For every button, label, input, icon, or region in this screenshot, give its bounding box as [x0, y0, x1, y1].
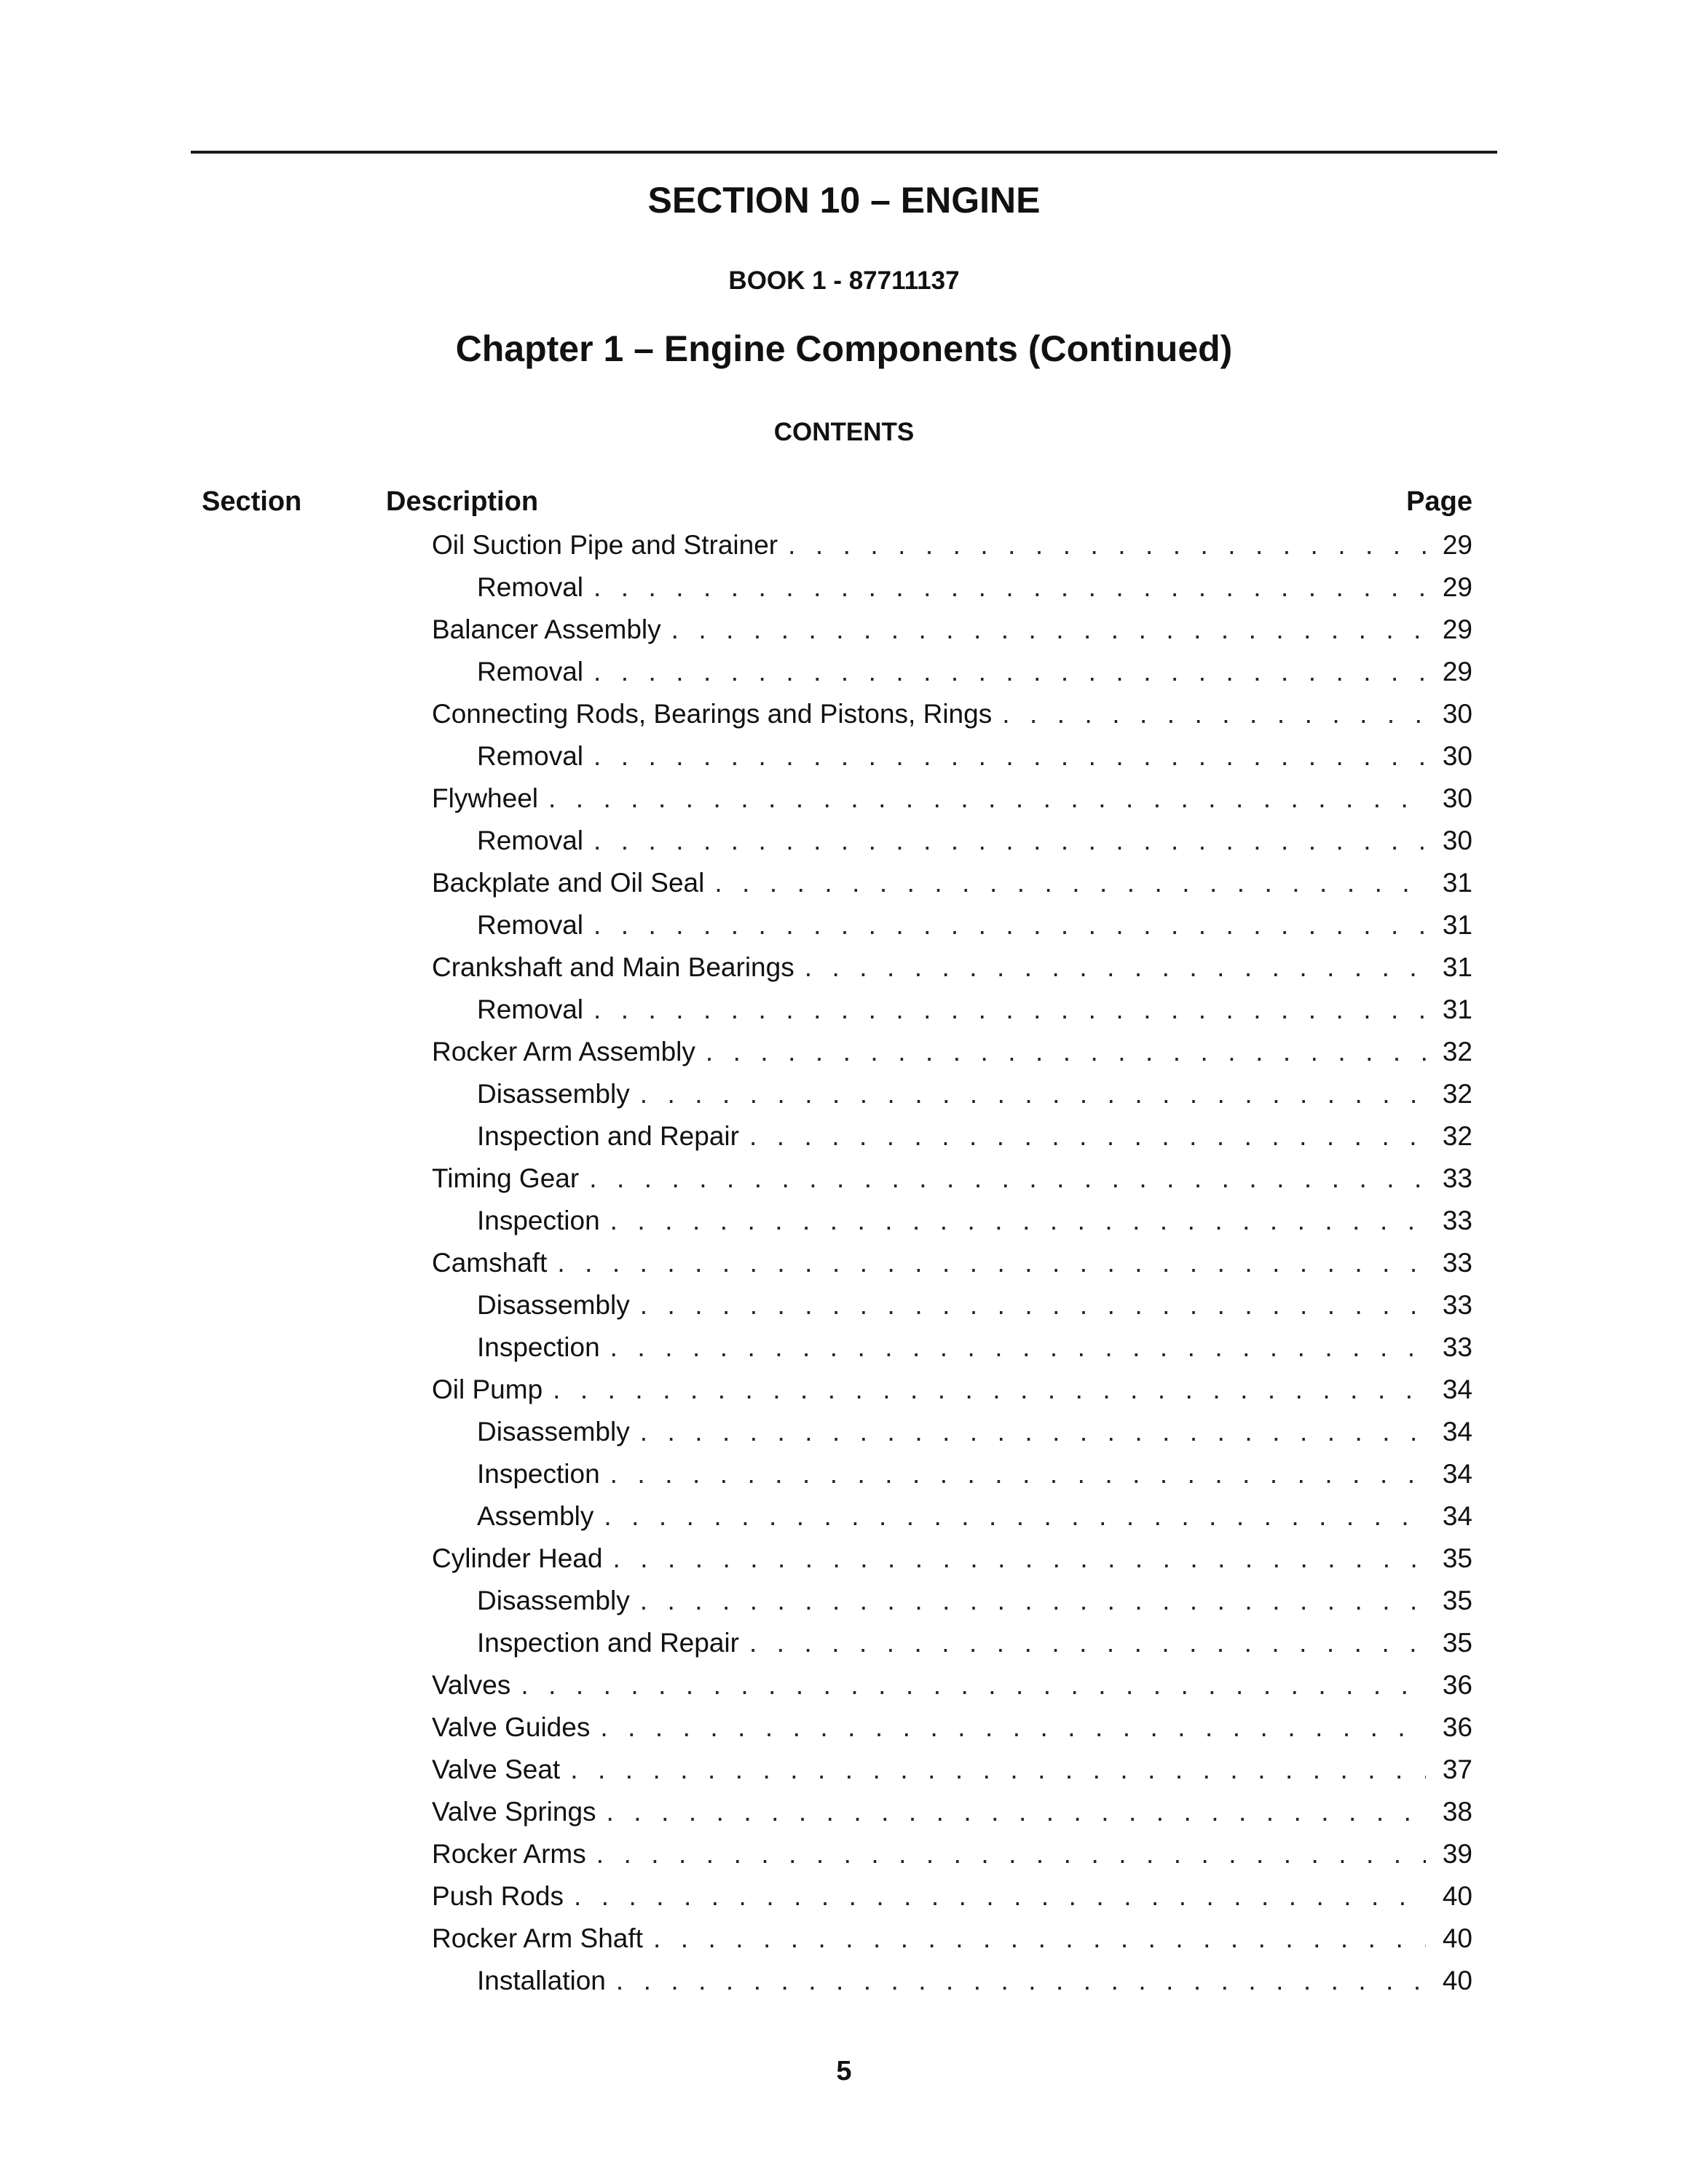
toc-entry-label: Inspection [477, 1206, 600, 1235]
dot-leader [604, 1495, 1426, 1538]
toc-entry[interactable] [0, 1706, 1688, 1749]
toc-entry-label: Removal [477, 572, 583, 602]
toc-entry[interactable] [0, 1031, 1688, 1073]
toc-entry-text [477, 1115, 1426, 1158]
toc-entry[interactable] [0, 1369, 1688, 1411]
toc-entry-label: Oil Suction Pipe and Strainer [432, 530, 778, 560]
toc-entry-page: 30 [1442, 826, 1472, 855]
toc-entry-text [432, 609, 1426, 651]
toc-entry-text [432, 1749, 1426, 1791]
toc-entry-page: 36 [1442, 1670, 1472, 1700]
toc-entry-page: 29 [1442, 657, 1472, 687]
toc-entry-text [432, 778, 1426, 820]
toc-entry-text [477, 735, 1426, 778]
toc-entry-page: 36 [1442, 1712, 1472, 1742]
toc-entry-page: 40 [1442, 1881, 1472, 1911]
toc-entry[interactable] [0, 735, 1688, 778]
dot-leader [593, 735, 1426, 778]
toc-entry-page: 37 [1442, 1754, 1472, 1784]
toc-entry-label: Assembly [477, 1501, 594, 1531]
toc-entry-label: Removal [477, 994, 583, 1024]
chapter-title: Chapter 1 – Engine Components (Continued) [455, 328, 1233, 369]
toc-entry-page: 29 [1442, 530, 1472, 560]
toc-entry-label: Rocker Arm Shaft [432, 1923, 643, 1953]
toc-entry-page: 35 [1442, 1543, 1472, 1573]
toc-entry-label: Oil Pump [432, 1374, 543, 1404]
toc-entry-page: 31 [1442, 994, 1472, 1024]
dot-leader [557, 1242, 1426, 1284]
toc-entry-label: Rocker Arms [432, 1839, 586, 1869]
toc-entry[interactable] [0, 651, 1688, 693]
section-title: SECTION 10 – ENGINE [647, 180, 1041, 221]
toc-entry-page: 33 [1442, 1163, 1472, 1193]
dot-leader [593, 820, 1426, 862]
dot-leader [714, 862, 1426, 904]
dot-leader [607, 1791, 1426, 1833]
toc-entry-text [432, 1031, 1426, 1073]
dot-leader [593, 904, 1426, 946]
toc-entry-page: 29 [1442, 614, 1472, 644]
toc-entry-page: 35 [1442, 1586, 1472, 1615]
toc-entry[interactable] [0, 1960, 1688, 2002]
toc-entry-label: Timing Gear [432, 1163, 580, 1193]
toc-entry-text [432, 1833, 1426, 1875]
dot-leader [600, 1706, 1426, 1749]
toc-entry-label: Inspection [477, 1332, 600, 1362]
toc-entry-page: 32 [1442, 1121, 1472, 1151]
toc-entry[interactable] [0, 1875, 1688, 1918]
toc-entry-text [477, 1411, 1426, 1453]
toc-entry-text [432, 1158, 1426, 1200]
toc-entry-page: 33 [1442, 1206, 1472, 1235]
toc-entry[interactable] [0, 1411, 1688, 1453]
toc-entry-text [432, 946, 1426, 989]
dot-leader [616, 1960, 1426, 2002]
toc-entry[interactable] [0, 1833, 1688, 1875]
dot-leader [612, 1538, 1426, 1580]
toc-entry-page: 35 [1442, 1628, 1472, 1658]
toc-entry-label: Disassembly [477, 1079, 630, 1109]
toc-entry[interactable] [0, 862, 1688, 904]
toc-entry[interactable] [0, 1200, 1688, 1242]
toc-entry-label: Disassembly [477, 1586, 630, 1615]
toc-entry-page: 32 [1442, 1037, 1472, 1067]
toc-entry[interactable] [0, 1115, 1688, 1158]
toc-entry-text [477, 1580, 1426, 1622]
toc-entry-text [432, 862, 1426, 904]
toc-entry-text [477, 1200, 1426, 1242]
dot-leader [788, 524, 1426, 566]
toc-entry-label: Disassembly [477, 1290, 630, 1320]
toc-entry[interactable] [0, 1158, 1688, 1200]
toc-entry-text [432, 693, 1426, 735]
toc-entry[interactable] [0, 1580, 1688, 1622]
toc-entry-page: 30 [1442, 699, 1472, 729]
dot-leader [589, 1158, 1426, 1200]
toc-entry[interactable] [0, 1284, 1688, 1326]
dot-leader [653, 1918, 1426, 1960]
toc-entry[interactable] [0, 1453, 1688, 1495]
toc-entry-page: 34 [1442, 1374, 1472, 1404]
dot-leader [596, 1833, 1426, 1875]
toc-entry-label: Removal [477, 657, 583, 687]
column-header-description: Description [386, 486, 539, 517]
toc-entry-text [477, 1622, 1426, 1664]
table-of-contents [0, 524, 1688, 2002]
toc-entry-page: 33 [1442, 1290, 1472, 1320]
toc-entry[interactable] [0, 609, 1688, 651]
toc-entry-label: Inspection and Repair [477, 1121, 739, 1151]
toc-entry-page: 29 [1442, 572, 1472, 602]
dot-leader [671, 609, 1426, 651]
dot-leader [640, 1073, 1426, 1115]
toc-entry-page: 40 [1442, 1923, 1472, 1953]
toc-entry-page: 31 [1442, 952, 1472, 982]
dot-leader [1002, 693, 1426, 735]
toc-entry-label: Camshaft [432, 1248, 548, 1278]
toc-entry-page: 38 [1442, 1797, 1472, 1827]
toc-entry[interactable] [0, 1791, 1688, 1833]
dot-leader [640, 1411, 1426, 1453]
toc-entry-page: 30 [1442, 741, 1472, 771]
toc-entry-text [477, 989, 1426, 1031]
toc-entry-label: Inspection [477, 1459, 600, 1489]
column-header-page: Page [1406, 486, 1472, 517]
toc-entry-text [477, 651, 1426, 693]
toc-entry-label: Inspection and Repair [477, 1628, 739, 1658]
book-number: BOOK 1 - 87711137 [728, 266, 960, 295]
toc-entry[interactable] [0, 1242, 1688, 1284]
toc-entry-text [477, 1326, 1426, 1369]
toc-entry-text [432, 1242, 1426, 1284]
toc-entry-label: Removal [477, 910, 583, 940]
toc-entry-page: 34 [1442, 1501, 1472, 1531]
dot-leader [593, 566, 1426, 609]
toc-entry-label: Push Rods [432, 1881, 564, 1911]
toc-entry[interactable] [0, 1918, 1688, 1960]
toc-entry[interactable] [0, 946, 1688, 989]
dot-leader [640, 1580, 1426, 1622]
toc-entry-text [477, 904, 1426, 946]
toc-entry-text [477, 1453, 1426, 1495]
dot-leader [593, 651, 1426, 693]
toc-entry-page: 40 [1442, 1966, 1472, 1995]
toc-entry-label: Valve Guides [432, 1712, 591, 1742]
toc-entry-text [432, 1791, 1426, 1833]
toc-entry-page: 39 [1442, 1839, 1472, 1869]
dot-leader [570, 1749, 1426, 1791]
toc-entry-label: Removal [477, 741, 583, 771]
toc-entry-text [477, 1960, 1426, 2002]
toc-entry-page: 33 [1442, 1248, 1472, 1278]
dot-leader [553, 1369, 1426, 1411]
toc-entry-label: Valve Springs [432, 1797, 596, 1827]
toc-entry-page: 30 [1442, 783, 1472, 813]
toc-entry-text [432, 1664, 1426, 1706]
toc-entry[interactable] [0, 1622, 1688, 1664]
dot-leader [610, 1453, 1426, 1495]
toc-entry-page: 31 [1442, 868, 1472, 898]
contents-heading: CONTENTS [773, 418, 915, 446]
toc-entry[interactable] [0, 524, 1688, 566]
toc-entry[interactable] [0, 693, 1688, 735]
dot-leader [521, 1664, 1426, 1706]
toc-entry-label: Disassembly [477, 1417, 630, 1447]
toc-entry[interactable] [0, 566, 1688, 609]
dot-leader [548, 778, 1426, 820]
toc-entry-text [432, 524, 1426, 566]
dot-leader [593, 989, 1426, 1031]
toc-entry-text [477, 1495, 1426, 1538]
toc-entry-page: 34 [1442, 1459, 1472, 1489]
dot-leader [610, 1326, 1426, 1369]
dot-leader [706, 1031, 1426, 1073]
toc-entry-text [477, 1284, 1426, 1326]
toc-entry-label: Removal [477, 826, 583, 855]
dot-leader [749, 1115, 1426, 1158]
dot-leader [610, 1200, 1426, 1242]
toc-entry[interactable] [0, 1749, 1688, 1791]
toc-entry-page: 34 [1442, 1417, 1472, 1447]
toc-entry-label: Connecting Rods, Bearings and Pistons, Rings [432, 699, 993, 729]
toc-entry[interactable] [0, 1326, 1688, 1369]
column-header-section: Section [202, 486, 302, 517]
toc-entry-label: Balancer Assembly [432, 614, 661, 644]
toc-entry-text [432, 1875, 1426, 1918]
toc-entry-text [432, 1538, 1426, 1580]
top-rule [191, 151, 1497, 154]
toc-entry[interactable] [0, 1073, 1688, 1115]
toc-entry-label: Crankshaft and Main Bearings [432, 952, 794, 982]
page-number: 5 [836, 2056, 852, 2086]
toc-entry-text [477, 820, 1426, 862]
toc-entry-text [477, 566, 1426, 609]
toc-entry-label: Valves [432, 1670, 511, 1700]
toc-entry-page: 33 [1442, 1332, 1472, 1362]
toc-entry-text [477, 1073, 1426, 1115]
toc-entry-text [432, 1706, 1426, 1749]
toc-entry-label: Cylinder Head [432, 1543, 603, 1573]
toc-entry-label: Flywheel [432, 783, 538, 813]
dot-leader [574, 1875, 1426, 1918]
toc-entry[interactable] [0, 778, 1688, 820]
toc-entry-label: Backplate and Oil Seal [432, 868, 705, 898]
toc-entry-page: 31 [1442, 910, 1472, 940]
toc-entry[interactable] [0, 904, 1688, 946]
toc-entry[interactable] [0, 989, 1688, 1031]
toc-entry-label: Valve Seat [432, 1754, 561, 1784]
toc-entry-label: Rocker Arm Assembly [432, 1037, 695, 1067]
toc-entry[interactable] [0, 1664, 1688, 1706]
dot-leader [805, 946, 1426, 989]
toc-entry-label: Installation [477, 1966, 606, 1995]
dot-leader [640, 1284, 1426, 1326]
toc-entry-text [432, 1918, 1426, 1960]
toc-entry-text [432, 1369, 1426, 1411]
toc-entry[interactable] [0, 820, 1688, 862]
toc-entry[interactable] [0, 1538, 1688, 1580]
toc-entry-page: 32 [1442, 1079, 1472, 1109]
dot-leader [749, 1622, 1426, 1664]
toc-entry[interactable] [0, 1495, 1688, 1538]
